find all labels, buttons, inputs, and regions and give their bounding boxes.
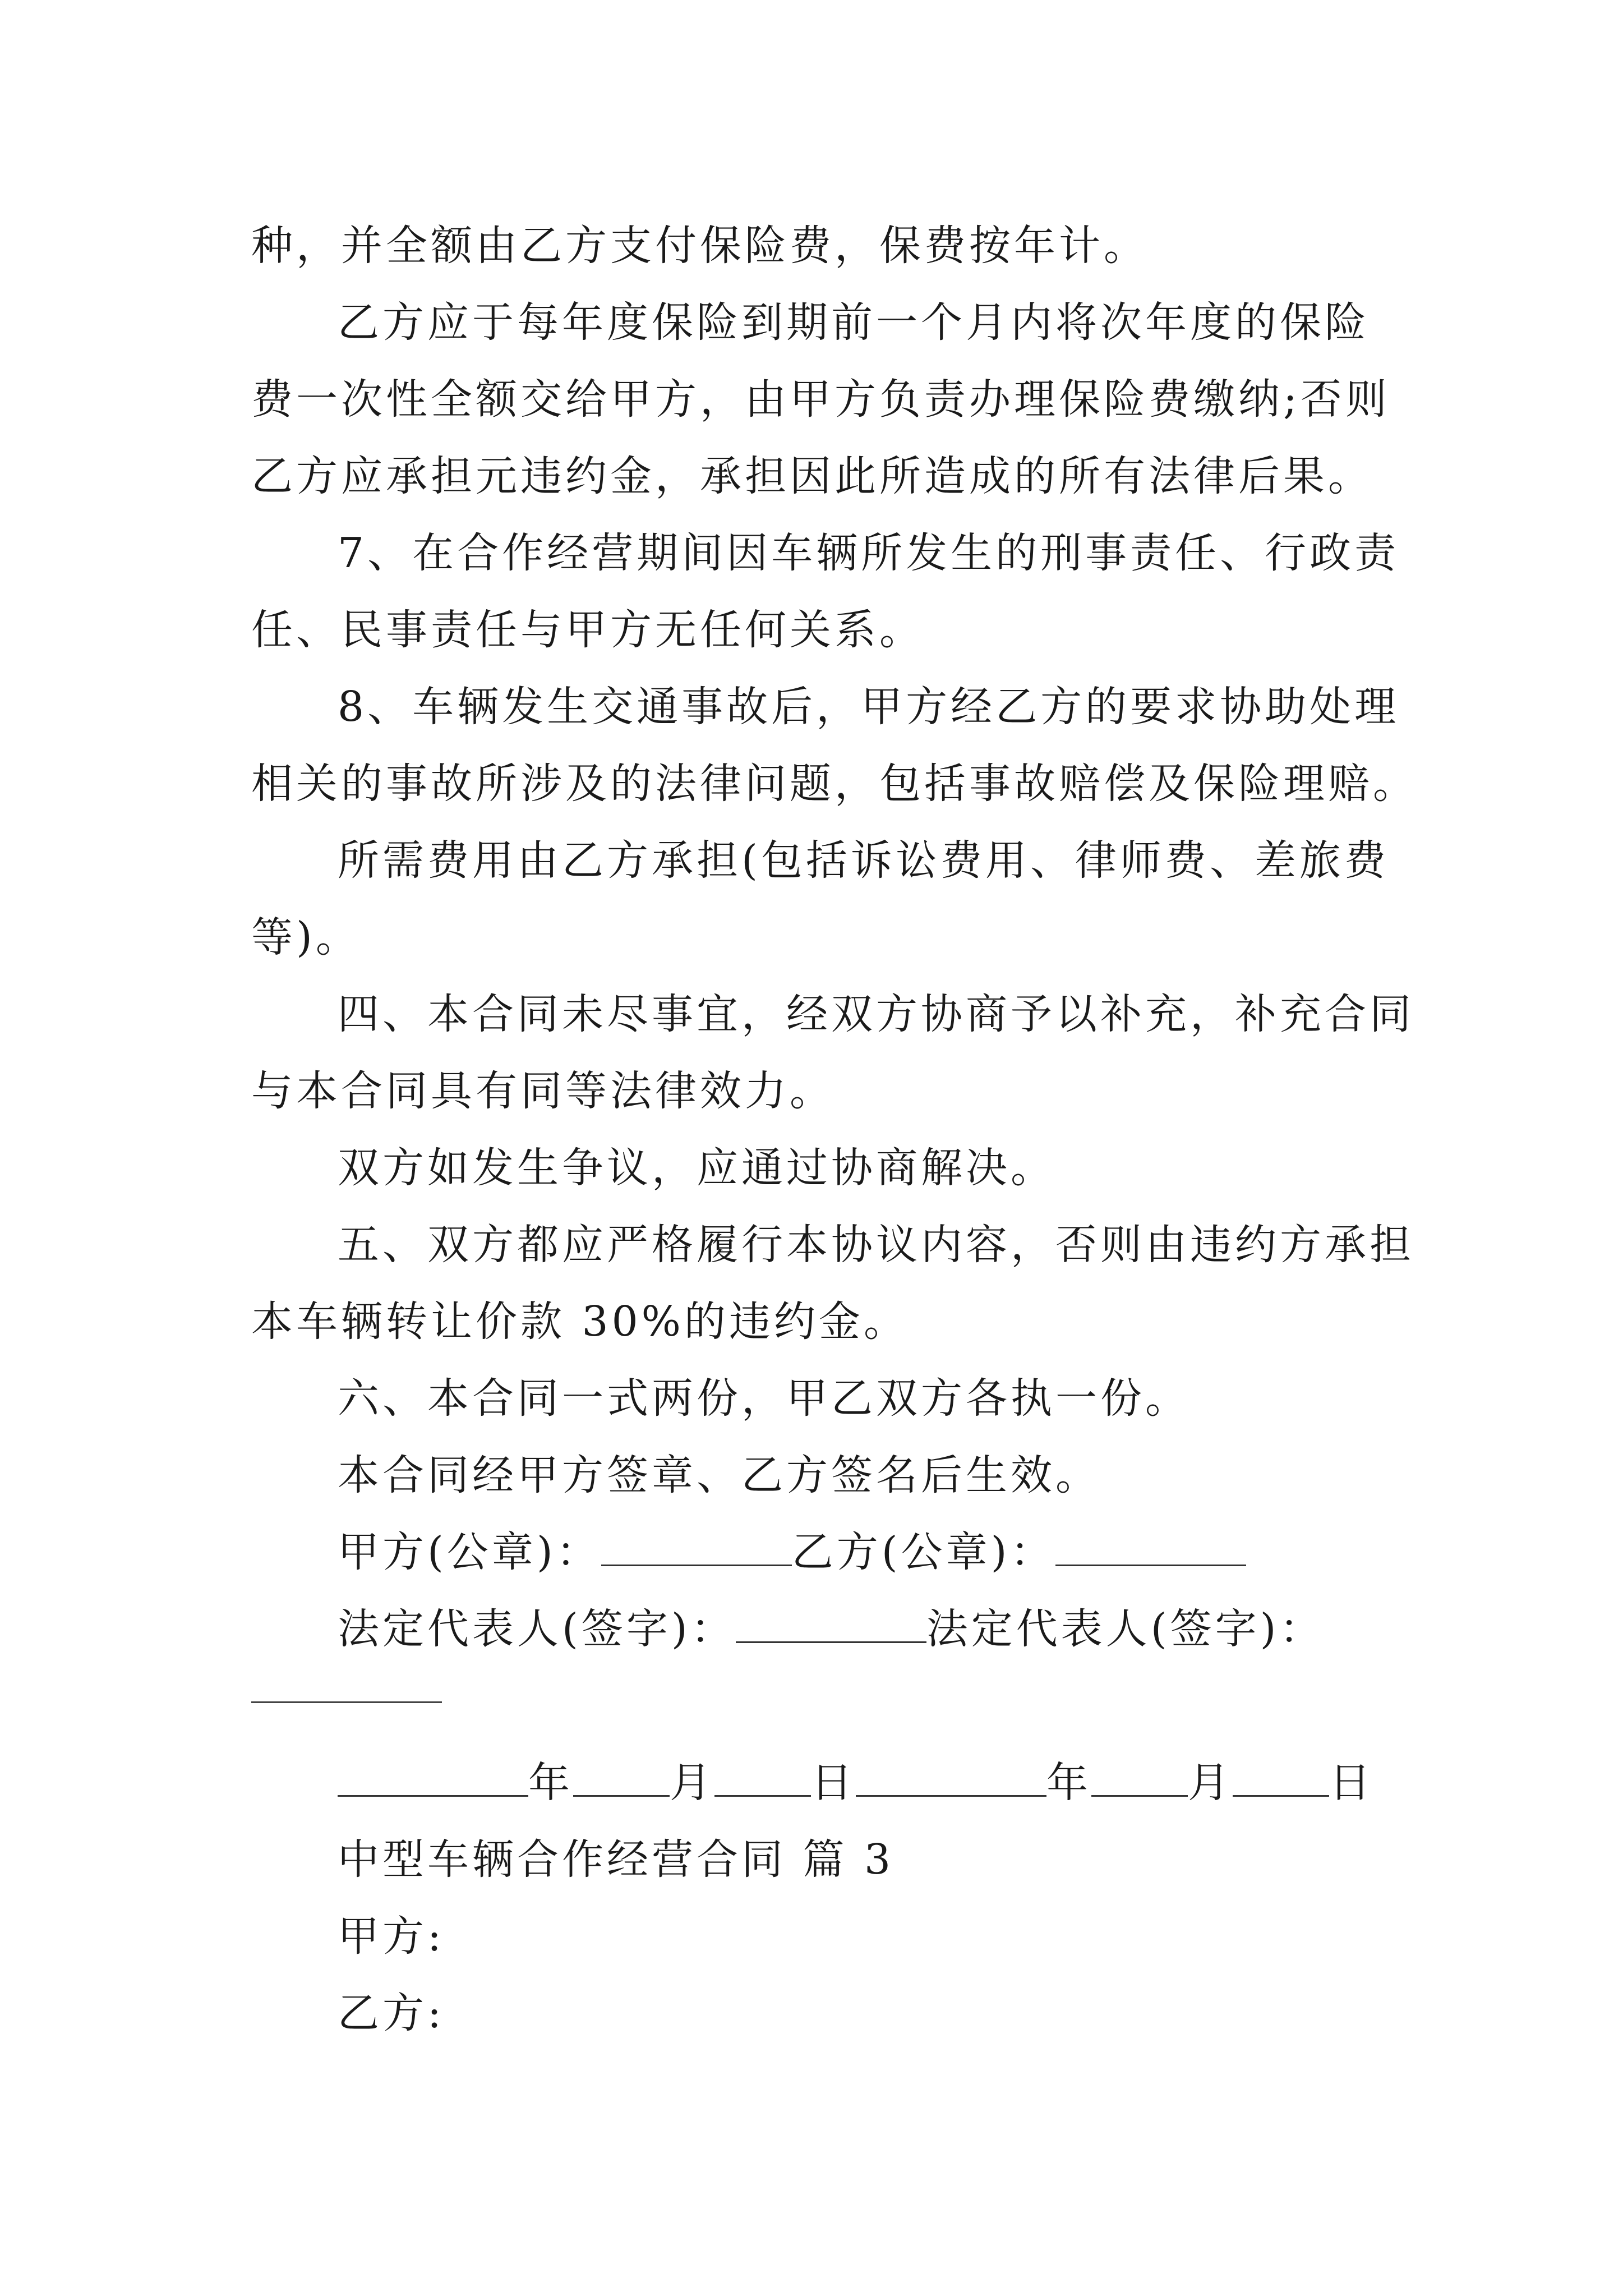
paragraph-line: 双方如发生争议，应通过协商解决。	[338, 1144, 1055, 1192]
date-b-year-blank[interactable]	[856, 1761, 1046, 1797]
signature-trailing-rule	[251, 1701, 442, 1703]
section-title: 中型车辆合作经营合同 篇 3	[338, 1835, 895, 1884]
paragraph-line: 8、车辆发生交通事故后，甲方经乙方的要求协助处理	[338, 683, 1400, 731]
date-a-day-label: 日	[811, 1759, 856, 1807]
paragraph-line: 7、在合作经营期间因车辆所发生的刑事责任、行政责	[338, 529, 1400, 577]
date-b-day-blank[interactable]	[1233, 1761, 1329, 1797]
rep-a-blank[interactable]	[736, 1608, 926, 1643]
party-b-seal-blank[interactable]	[1055, 1531, 1246, 1566]
paragraph-line: 费一次性全额交给甲方，由甲方负责办理保险费缴纳;否则	[251, 375, 1390, 424]
date-a-day-blank[interactable]	[714, 1761, 811, 1797]
date-a-month-blank[interactable]	[573, 1761, 670, 1797]
date-line	[251, 1745, 1378, 1821]
paragraph-line: 本合同经甲方签章、乙方签名后生效。	[338, 1451, 1100, 1499]
paragraph-line: 等)。	[251, 913, 361, 961]
paragraph-line: 种，并全额由乙方支付保险费，保费按年计。	[251, 222, 1149, 270]
date-a-year-label: 年	[528, 1759, 573, 1807]
party-a-seal-label: 甲方(公章)：	[338, 1528, 601, 1576]
paragraph-line: 任、民事责任与甲方无任何关系。	[251, 606, 924, 654]
paragraph-line: 本车辆转让价款 30%的违约金。	[251, 1297, 909, 1346]
trailing-blank-line	[251, 1668, 1378, 1745]
date-b-year-label: 年	[1046, 1759, 1091, 1807]
party-b-seal-label: 乙方(公章)：	[791, 1528, 1055, 1576]
paragraph-line: 相关的事故所涉及的法律问题，包括事故赔偿及保险理赔。	[251, 760, 1418, 808]
date-b-month-blank[interactable]	[1091, 1761, 1188, 1797]
paragraph-line: 四、本合同未尽事宜，经双方协商予以补充，补充合同	[338, 990, 1414, 1038]
paragraph-line: 所需费用由乙方承担(包括诉讼费用、律师费、差旅费	[338, 836, 1389, 885]
party-b-label: 乙方:	[338, 1989, 445, 2037]
paragraph-line: 乙方应承担元违约金，承担因此所造成的所有法律后果。	[251, 452, 1373, 500]
paragraph-line: 五、双方都应严格履行本协议内容，否则由违约方承担	[338, 1221, 1414, 1269]
paragraph-line: 与本合同具有同等法律效力。	[251, 1067, 834, 1115]
paragraph-line: 乙方应于每年度保险到期前一个月内将次年度的保险	[338, 298, 1370, 347]
party-a-seal-blank[interactable]	[601, 1531, 792, 1566]
rep-a-label: 法定代表人(签字)：	[338, 1605, 736, 1653]
date-a-year-blank[interactable]	[338, 1761, 528, 1797]
document-page	[251, 208, 1418, 2052]
date-b-day-label: 日	[1329, 1759, 1374, 1807]
paragraph-container	[251, 208, 1418, 1514]
date-a-month-label: 月	[670, 1759, 714, 1807]
rep-b-label: 法定代表人(签字)：	[926, 1605, 1325, 1653]
representative-line	[251, 1591, 1378, 1668]
paragraph-line: 六、本合同一式两份，甲乙双方各执一份。	[338, 1374, 1190, 1423]
seal-line	[251, 1514, 1378, 1591]
party-a-label: 甲方:	[338, 1912, 445, 1961]
date-b-month-label: 月	[1188, 1759, 1233, 1807]
